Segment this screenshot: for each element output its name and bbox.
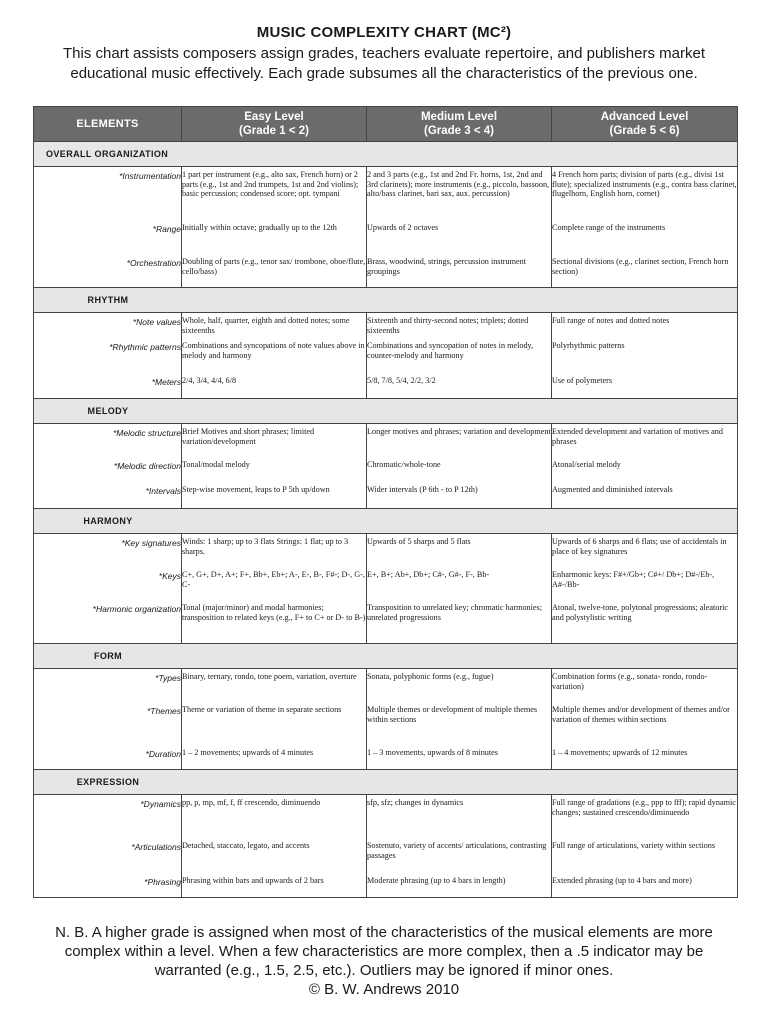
section-title: EXPRESSION (76, 777, 140, 787)
element-label: *Themes (146, 706, 181, 716)
level-description: Phrasing within bars and upwards of 2 bars (182, 876, 324, 885)
section-body-row (34, 669, 738, 770)
easy-column (182, 167, 367, 288)
level-description: Moderate phrasing (up to 4 bars in length) (367, 876, 506, 885)
level-description: Upwards of 6 sharps and 6 flats; use of accidentals in place of key signatures (552, 537, 727, 556)
element-label: *Intervals (145, 486, 181, 496)
section-row (34, 399, 738, 424)
section-title: HARMONY (83, 516, 133, 526)
chart-title: MUSIC COMPLEXITY CHART (MC²) (256, 24, 512, 41)
element-label: *Harmonic organization (92, 604, 181, 614)
easy-column (182, 669, 367, 770)
element-label: *Articulations (131, 842, 181, 852)
advanced-column (552, 424, 738, 509)
element-label: *Phrasing (144, 877, 181, 887)
level-description: Complete range of the instruments (552, 223, 666, 232)
level-description: Combinations and syncopations of note values above in melody and harmony (182, 341, 365, 360)
table-header-row (34, 107, 738, 142)
level-description: Sostenuto, variety of accents/ articulations, contrasting passages (367, 841, 547, 860)
element-column (34, 534, 182, 644)
section-header-cell (34, 142, 738, 167)
section-body-row (34, 795, 738, 898)
level-description: 2/4, 3/4, 4/4, 6/8 (182, 376, 237, 385)
advanced-column (552, 313, 738, 399)
column-header-elements (34, 107, 182, 142)
document-footer (0, 923, 768, 999)
advanced-column (552, 534, 738, 644)
column-header-label: Advanced Level (600, 111, 689, 123)
level-description: Theme or variation of theme in separate sections (182, 705, 342, 714)
level-description: Brief Motives and short phrases; limited variation/development (182, 427, 315, 446)
complexity-table (33, 106, 738, 898)
level-description: sfp, sfz; changes in dynamics (367, 798, 464, 807)
easy-column (182, 424, 367, 509)
level-description: Polyrhythmic patterns (552, 341, 625, 350)
element-label: *Melodic structure (112, 428, 181, 438)
level-description: Enharmonic keys: F#+/Gb+; C#+/ Db+; D#-/Eb-, A#-/Bb- (552, 570, 715, 589)
level-description: Full range of articulations, variety within sections (552, 841, 716, 850)
level-description: Combination forms (e.g., sonata- rondo, rondo-variation) (552, 672, 708, 691)
level-description: 1 – 2 movements; upwards of 4 minutes (182, 748, 314, 757)
element-label: *Meters (151, 377, 181, 387)
element-column (34, 669, 182, 770)
level-description: 1 – 4 movements; upwards of 12 minutes (552, 748, 688, 757)
level-description: Upwards of 5 sharps and 5 flats (367, 537, 471, 546)
element-label: *Note values (132, 317, 181, 327)
column-header-easy (182, 107, 367, 142)
section-row (34, 644, 738, 669)
element-label: *Keys (158, 571, 181, 581)
level-description: Multiple themes or development of multiple themes within sections (367, 705, 538, 724)
level-description: 5/8, 7/8, 5/4, 2/2, 3/2 (367, 376, 436, 385)
level-description: Tonal/modal melody (182, 460, 250, 469)
section-row (34, 770, 738, 795)
section-title: FORM (93, 651, 123, 661)
level-description: Atonal/serial melody (552, 460, 621, 469)
level-description: Winds: 1 sharp; up to 3 flats Strings: 1 flat; up to 3 sharps. (182, 537, 349, 556)
level-description: Upwards of 2 octaves (367, 223, 439, 232)
element-label: *Instrumentation (119, 171, 181, 181)
element-column (34, 167, 182, 288)
section-body-row (34, 313, 738, 399)
column-header-label: Easy Level (244, 111, 304, 123)
easy-column (182, 795, 367, 898)
medium-column (367, 424, 552, 509)
level-description: Chromatic/whole-tone (367, 460, 441, 469)
level-description: 2 and 3 parts (e.g., 1st and 2nd Fr. horns, 1st, 2nd and 3rd clarinets); more instruments (e.g., piccolo, bassoon, alto/bass clarinet, bari sax, aux. percussion) (367, 170, 550, 199)
section-header-cell (34, 770, 738, 795)
document-header (0, 24, 768, 84)
level-description: Step-wise movement, leaps to P 5th up/down (182, 485, 330, 494)
level-description: Doubling of parts (e.g., tenor sax/ trombone, oboe/flute, cello/bass) (182, 257, 366, 276)
copyright: © B. W. Andrews 2010 (308, 981, 460, 998)
level-description: Extended development and variation of motives and phrases (552, 427, 723, 446)
element-label: *Types (155, 673, 181, 683)
element-label: *Duration (145, 749, 181, 759)
level-description: Full range of gradations (e.g., ppp to fff); rapid dynamic changes; sustained crescendo/diminuendo (552, 798, 736, 817)
level-description: Tonal (major/minor) and modal harmonies; transposition to related keys (e.g., F+ to C+ or D- to B-) (182, 603, 366, 622)
column-header-advanced (552, 107, 738, 142)
section-body-row (34, 424, 738, 509)
level-description: Sonata, polyphonic forms (e.g., fugue) (367, 672, 494, 681)
footnote: N. B. A higher grade is assigned when most of the characteristics of the musical elements are more complex within a level. When a few characteristics are more complex, then a .5 indicator may be warranted (e.g., 1.5, 2.5, etc.). Outliers may be ignored if minor ones. (55, 924, 713, 979)
level-description: Transposition to unrelated key; chromatic harmonies; unrelated progressions (367, 603, 543, 622)
level-description: Atonal, twelve-tone, polytonal progressions; aleatoric and polystylistic writing (552, 603, 728, 622)
level-description: Combinations and syncopation of notes in melody, counter-melody and harmony (367, 341, 534, 360)
level-description: Detached, staccato, legato, and accents (182, 841, 310, 850)
advanced-column (552, 669, 738, 770)
element-label: *Range (152, 224, 181, 234)
element-label: *Orchestration (126, 258, 181, 268)
section-row (34, 509, 738, 534)
element-label: *Rhythmic patterns (109, 342, 181, 352)
advanced-column (552, 795, 738, 898)
level-description: C+, G+, D+, A+; F+, Bb+, Eb+; A-, E-, B-, F#-; D-, G-, C- (182, 570, 365, 589)
chart-subtitle: This chart assists composers assign grades, teachers evaluate repertoire, and publishers market educational music effectively. Each grade subsumes all the characteristics of the previous one. (63, 45, 705, 82)
level-description: Initially within octave; gradually up to the 12th (182, 223, 337, 232)
element-column (34, 424, 182, 509)
column-header-label: ELEMENTS (76, 118, 139, 130)
advanced-column (552, 167, 738, 288)
column-header-medium (367, 107, 552, 142)
column-header-label: Medium Level (420, 111, 498, 123)
level-description: Use of polymeters (552, 376, 613, 385)
section-header-cell (34, 509, 738, 534)
level-description: Multiple themes and/or development of themes and/or variation of themes within sections (552, 705, 730, 724)
element-column (34, 795, 182, 898)
column-header-grade: (Grade 5 < 6) (609, 125, 680, 137)
section-header-cell (34, 399, 738, 424)
level-description: 4 French horn parts; division of parts (e.g., divisi 1st flute); specialized instruments (e.g., contra bass clarinet, flugelhorn, English horn, cornet) (552, 170, 737, 199)
section-title: OVERALL ORGANIZATION (46, 149, 169, 159)
section-title: MELODY (87, 406, 129, 416)
level-description: Whole, half, quarter, eighth and dotted notes; some sixteenths (182, 316, 350, 335)
element-label: *Melodic direction (113, 461, 181, 471)
medium-column (367, 795, 552, 898)
level-description: Longer motives and phrases; variation and development (367, 427, 551, 436)
medium-column (367, 669, 552, 770)
column-header-grade: (Grade 3 < 4) (424, 125, 494, 137)
level-description: 1 – 3 movements, upwards of 8 minutes (367, 748, 498, 757)
section-header-cell (34, 644, 738, 669)
element-column (34, 313, 182, 399)
level-description: Brass, woodwind, strings, percussion instrument groupings (367, 257, 526, 276)
level-description: Sixteenth and thirty-second notes; triplets; dotted sixteenths (367, 316, 529, 335)
level-description: Wider intervals (P 6th - to P 12th) (367, 485, 478, 494)
level-description: Full range of notes and dotted notes (552, 316, 670, 325)
level-description: E+, B+; Ab+, Db+; C#-, G#-, F-, Bb- (367, 570, 490, 579)
medium-column (367, 313, 552, 399)
column-header-grade: (Grade 1 < 2) (239, 125, 309, 137)
medium-column (367, 167, 552, 288)
section-title: RHYTHM (87, 295, 129, 305)
easy-column (182, 534, 367, 644)
element-label: *Dynamics (140, 799, 181, 809)
section-header-cell (34, 288, 738, 313)
medium-column (367, 534, 552, 644)
section-body-row (34, 534, 738, 644)
element-label: *Key signatures (121, 538, 181, 548)
section-body-row (34, 167, 738, 288)
easy-column (182, 313, 367, 399)
level-description: 1 part per instrument (e.g., alto sax, French horn) or 2 parts (e.g., 1st and 2nd trumpets, 1st and 2nd violins); basic percussion; condensed score; opt. tympani (182, 170, 359, 199)
level-description: Augmented and diminished intervals (552, 485, 673, 494)
level-description: Sectional divisions (e.g., clarinet section, French horn section) (552, 257, 729, 276)
level-description: Binary, ternary, rondo, tone poem, variation, overture (182, 672, 357, 681)
section-row (34, 142, 738, 167)
level-description: Extended phrasing (up to 4 bars and more) (552, 876, 692, 885)
level-description: pp, p, mp, mf, f, ff crescendo, diminuendo (182, 798, 321, 807)
section-row (34, 288, 738, 313)
table-body (34, 142, 738, 898)
